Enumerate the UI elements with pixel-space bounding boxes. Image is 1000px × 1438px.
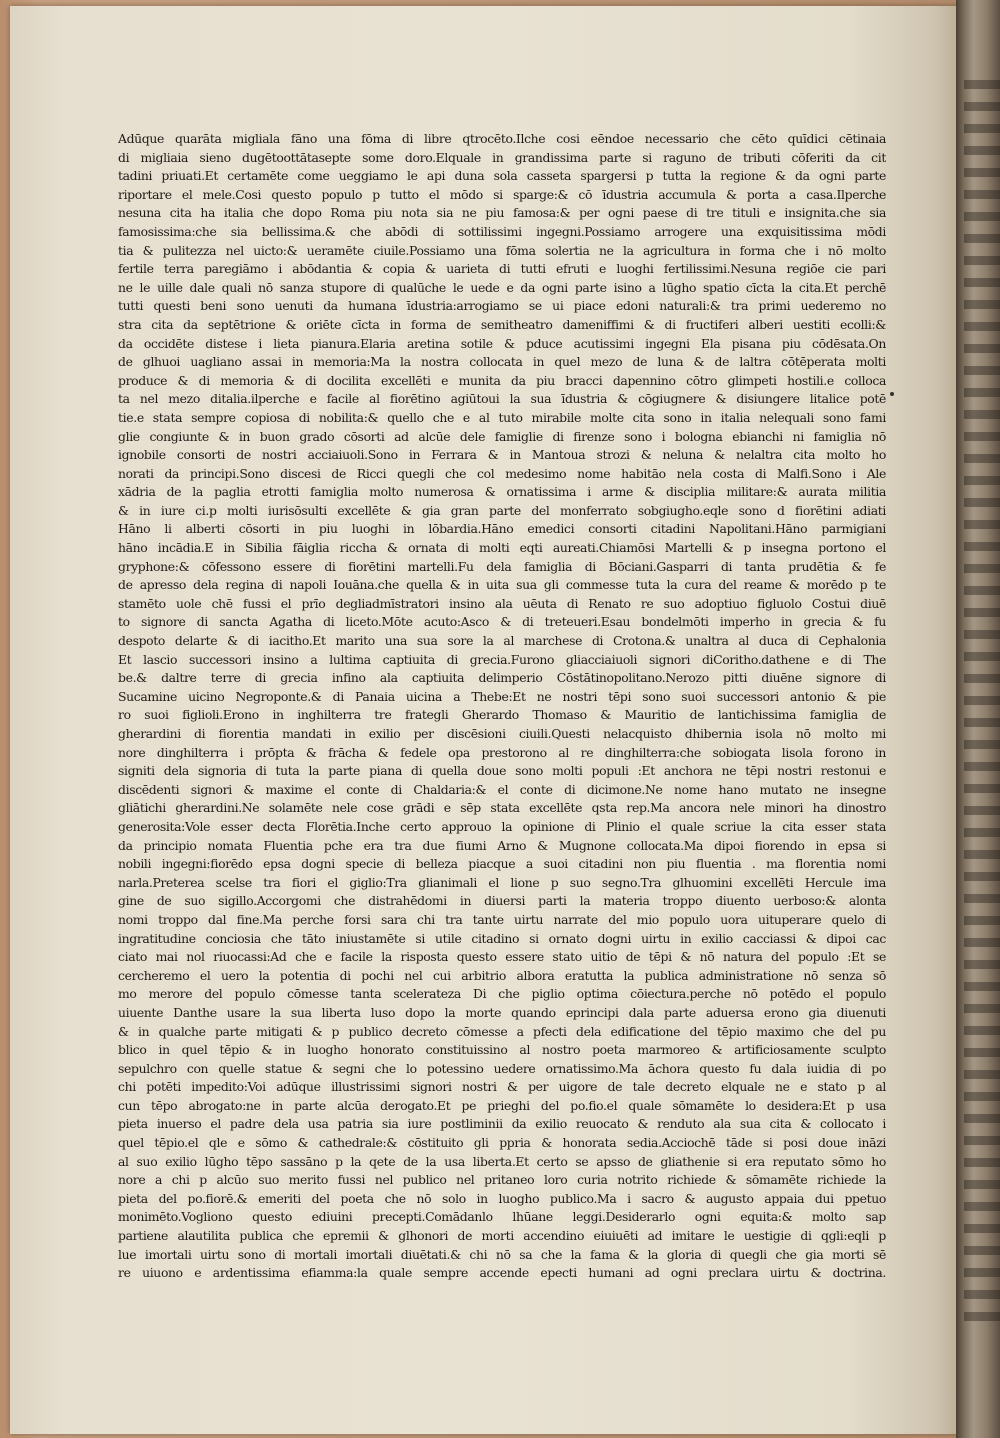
- ink-mark: [890, 392, 894, 396]
- text-line: famosissima:che sia bellissima.& che abōdi di sottilissimi ingegni.Possiamo arrogere una exquisitissima mōdi: [118, 223, 886, 239]
- text-line: discēdenti signori & maxime el conte di Chaldaria:& el conte di dicimone.Ne nome hano mutato ne insegne: [118, 781, 886, 797]
- text-line: gherardini di fiorentia mandati in exilio per discēsioni ciuili.Questi nelacquisto dhibernia isola nō molto mi: [118, 726, 886, 741]
- text-line: tutti questi beni sono uenuti da humana īdustria:arrogiamo se ui piace edoni naturali:& tra primi uederemo no: [118, 298, 886, 314]
- text-line: nesuna cita ha italia che dopo Roma piu nota sia ne piu famosa:& per ogni paese di tre tituli e insignita.che sia: [118, 205, 886, 221]
- text-line: pieta inuerso el padre dela usa patria sia iure postliminii da exilio reuocato & renduto ala sua cita & collocato i: [118, 1116, 886, 1132]
- text-line: fertile terra paregiāmo i abōdantia & copia & uarieta di tutti efruti e luoghi fertilissimi.Nesuna regiōe cie pari: [118, 261, 886, 277]
- text-line: tia & pulitezza nel uicto:& ueramēte ciuile.Possiamo una fōma solertia ne la agricultura in forma che i nō molto: [118, 242, 886, 258]
- text-line: riportare el mele.Cosi questo populo p tutto el mōdo si sparge:& cō īdustria accumula & porta a casa.Ilperche: [118, 186, 886, 202]
- text-line: tie.e stata sempre copiosa di nobilita:& quello che e al tuto mirabile molte cita sono in italia nelequali sono fami: [118, 409, 886, 425]
- text-line: cercheremo el uero la potentia di pochi nel cui arbitrio albora eratutta la publica administratione nō senza sō: [118, 967, 886, 983]
- text-line: signiti dela signoria di tuta la parte piana di quella doue sono molti populi :Et anchora ne tēpi nostri restonui e: [118, 763, 886, 779]
- page-text-block: [118, 130, 886, 1283]
- text-line: be.& daltre terre di grecia infino ala captiuita delimperio Cōstātinopolitano.Nerozo pitti diuēne signore di: [118, 670, 886, 686]
- text-line: quel tēpio.el qle e sōmo & cathedrale:& cōstituito gli ppria & honorata sedia.Acciochē tāde si posi doue ināzi: [118, 1135, 886, 1151]
- text-line: hāno incādia.E in Sibilia fāiglia riccha & ornata di molti eqti aureati.Chiamōsi Martelli & p insegna portono el: [118, 540, 886, 556]
- text-line: nomi troppo dal fine.Ma perche forsi sara chi tra tante uirtu narrate del mio populo uora uituperare quelo di: [118, 911, 886, 927]
- text-line: da occidēte distese i lieta pianura.Elaria aretina sotile & pduce acutissimi ingegni Ela pisana piu cōdēsata.On: [118, 335, 886, 351]
- text-line: Hāno li alberti cōsorti in piu luoghi in lōbardia.Hāno emedici consorti citadini Napolitani.Hāno parmigiani: [118, 521, 886, 537]
- text-line: da principio nomata Fluentia pche era tra due fiumi Arno & Mugnone collocata.Ma dipoi fiorendo in epsa si: [118, 837, 886, 853]
- text-line: di migliaia sieno dugētoottātasepte some doro.Elquale in grandissima parte si raguno de tributi cōferiti da cit: [118, 149, 886, 165]
- text-line: nore a chi p alcūo suo merito fussi nel publico nel pritaneo loro curia notrito richiede & sōmamēte richiede la: [118, 1172, 886, 1188]
- text-line: ta nel mezo ditalia.ilperche e facile al fiorētino agiūtoui la sua īdustria & cōgiugnere & disiungere litalice potē: [118, 391, 886, 407]
- text-line: gliātichi gherardini.Ne solamēte nele cose grādi e sēp stata excellēte qsta rep.Ma ancora nele minori ha dinostro: [118, 800, 886, 816]
- text-line: glie congiunte & in buon grado cōsorti ad alcūe dele famiglie di firenze sono i bologna ebianchi ni famiglia nō: [118, 428, 886, 444]
- text-line: partiene alautilita publica che epremii & glhonori de morti accendino eiuiuēti ad imitare le uestigie di qgli:eqli p: [118, 1228, 886, 1244]
- text-line: ne le uille dale quali nō sanza stupore di qualūche le uede e da ogni parte isino a lūgho spatio cīcta la cita.Et perchē: [118, 279, 886, 295]
- text-line: norati da principi.Sono discesi de Ricci quegli che col medesimo nome habitāo nela costa di Malfi.Sono i Ale: [118, 465, 886, 481]
- text-line: stra cita da septētrione & oriēte cīcta in forma de semitheatro dameniffimi & di fructiferi alberi uestiti ecolli:&: [118, 316, 886, 332]
- text-line: de apresso dela regina di napoli Iouāna.che quella & in uita sua gli commesse tuta la cura del reame & morēdo p te: [118, 577, 886, 593]
- text-line: ingratitudine conciosia che tāto iniustamēte si utile citadino si ornato dogni uirtu in exilio cacciassi & dipoi cac: [118, 930, 886, 946]
- text-line: de glhuoi uagliano assai in memoria:Ma la nostra collocata in quel mezo de luna & de laltra cōtēperata molti: [118, 354, 886, 370]
- text-line: Sucamine uicino Negroponte.& di Panaia uicina a Thebe:Et ne nostri tēpi sono suoi successori antonio & pie: [118, 688, 886, 704]
- text-line: nore dinghilterra i prōpta & frācha & fedele opa prestorono al re dinghilterra:che sobiogata lisola forono in: [118, 744, 886, 760]
- text-line: tadini priuati.Et certamēte come ueggiamo le api duna sola casseta spargersi p tutta la regione & da ogni parte: [118, 168, 886, 184]
- text-line: pieta del po.fiorē.& emeriti del poeta che nō solo in luogho publico.Ma i sacro & augusto appaia dui ppetuo: [118, 1190, 886, 1206]
- text-line: generosita:Vole esser decta Florētia.Inche certo approuo la opinione di Plinio el quale scriue la cita esser stata: [118, 818, 886, 834]
- text-line: lue imortali uirtu sono di mortali imortali diuētati.& chi nō sa che la fama & la gloria di quegli che gia morti sē: [118, 1246, 886, 1262]
- text-line: re uiuono e ardentissima efiamma:la quale sempre accende epecti humani ad ogni preclara uirtu & doctrina.: [118, 1265, 886, 1281]
- text-line: blico in quel tēpio & in luogho honorato constituissino al nostro poeta marmoreo & artificiosamente sculpto: [118, 1042, 886, 1058]
- text-line: cun tēpo abrogato:ne in parte alcūa derogato.Et pe prieghi del po.fio.el quale sōmamēte lo desidera:Et p usa: [118, 1097, 886, 1113]
- text-line: chi potēti impedito:Voi adūque illustrissimi signori nostri & per uigore de tale decreto elquale ne e stato p al: [118, 1079, 886, 1095]
- text-line: & in iure ci.p molti iurisōsulti excellēte & gia gran parte del monferrato sobgiugho.eqle sono d fiorētini adiati: [118, 502, 886, 518]
- text-line: uiuente Danthe usare la sua liberta luso dopo la morte quando eprincipi dala parte aduersa erono gia diuenuti: [118, 1004, 886, 1020]
- text-line: gine de suo sigillo.Accorgomi che distrahēdomi in diuersi parti la materia troppo diuento uerboso:& alonta: [118, 893, 886, 909]
- text-line: nobili ingegni:fiorēdo epsa dogni specie di belleza piacque a suoi citadini non piu fluentia . ma florentia nomi: [118, 856, 886, 872]
- text-line: monimēto.Vogliono questo ediuini precepti.Comādanlo lhūane leggi.Desiderarlo ogni equita:& molto sap: [118, 1209, 886, 1225]
- text-line: ignobile consorti de nostri acciaiuoli.Sono in Ferrara & in Mantoua strozi & neluna & nelaltra cita molto ho: [118, 447, 886, 463]
- text-line: Adūque quarāta migliala fāno una fōma di libre qtrocēto.Ilche cosi eēndoe necessario che cēto quīdici cētinaia: [118, 131, 886, 146]
- text-line: ro suoi figlioli.Erono in inghilterra tre frategli Gherardo Thomaso & Mauritio de lantichissima famiglia de: [118, 707, 886, 723]
- text-line: & in qualche parte mitigati & p publico decreto cōmesse a pfecti dela edificatione del tēpio maximo che del pu: [118, 1023, 886, 1039]
- text-line: stamēto uole chē fussi el prīo degliadmīstratori insino ala uēuta di Renato re suo adoptiuo figluolo Costui diuē: [118, 595, 886, 611]
- text-line: Et lascio successori insino a lultima captiuita di grecia.Furono gliacciaiuoli signori diCoritho.dathene e di The: [118, 651, 886, 667]
- text-line: narla.Preterea scelse tra fiori el giglio:Tra glianimali el lione p suo segno.Tra glhuomini excellēti Hercule ima: [118, 874, 886, 890]
- text-line: despoto delarte & di iacitho.Et marito una sua sore la al marchese di Crotona.& unaltra al duca di Cephalonia: [118, 633, 886, 649]
- facing-page-text: [964, 80, 1000, 1330]
- text-line: produce & di memoria & di docilita excellēti e munita da piu bracci dapennino cōtro glimpeti hostili.e colloca: [118, 372, 886, 388]
- text-line: to signore di sancta Agatha di liceto.Mōte acuto:Asco & di treteueri.Esau bondelmōti imperho in grecia & fu: [118, 614, 886, 630]
- text-line: ciato mai nol riuocassi:Ad che e facile la risposta questo essere stato uitio de tēpi & nō natura del populo :Et se: [118, 949, 886, 965]
- text-line: xādria de la paglia etrotti famiglia molto numerosa & ornatissima i arme & disciplia militare:& aurata militia: [118, 484, 886, 500]
- text-line: gryphone:& cōfessono essere di fiorētini martelli.Fu dela famiglia di Bōciani.Gasparri di tanta prudētia & fe: [118, 558, 886, 574]
- text-line: sepulchro con quelle statue & segni che lo potessino uedere ornatissimo.Ma āchora questo fu dala iuidia di po: [118, 1060, 886, 1076]
- text-line: al suo exilio lūgho tēpo sassāno p la qete de la usa liberta.Et certo se apsso de gliathenie si era reputato sōmo ho: [118, 1153, 886, 1169]
- text-line: mo merore del populo cōmesse tanta scelerateza Di che piglio optima cōiectura.perche nō potēdo el populo: [118, 986, 886, 1002]
